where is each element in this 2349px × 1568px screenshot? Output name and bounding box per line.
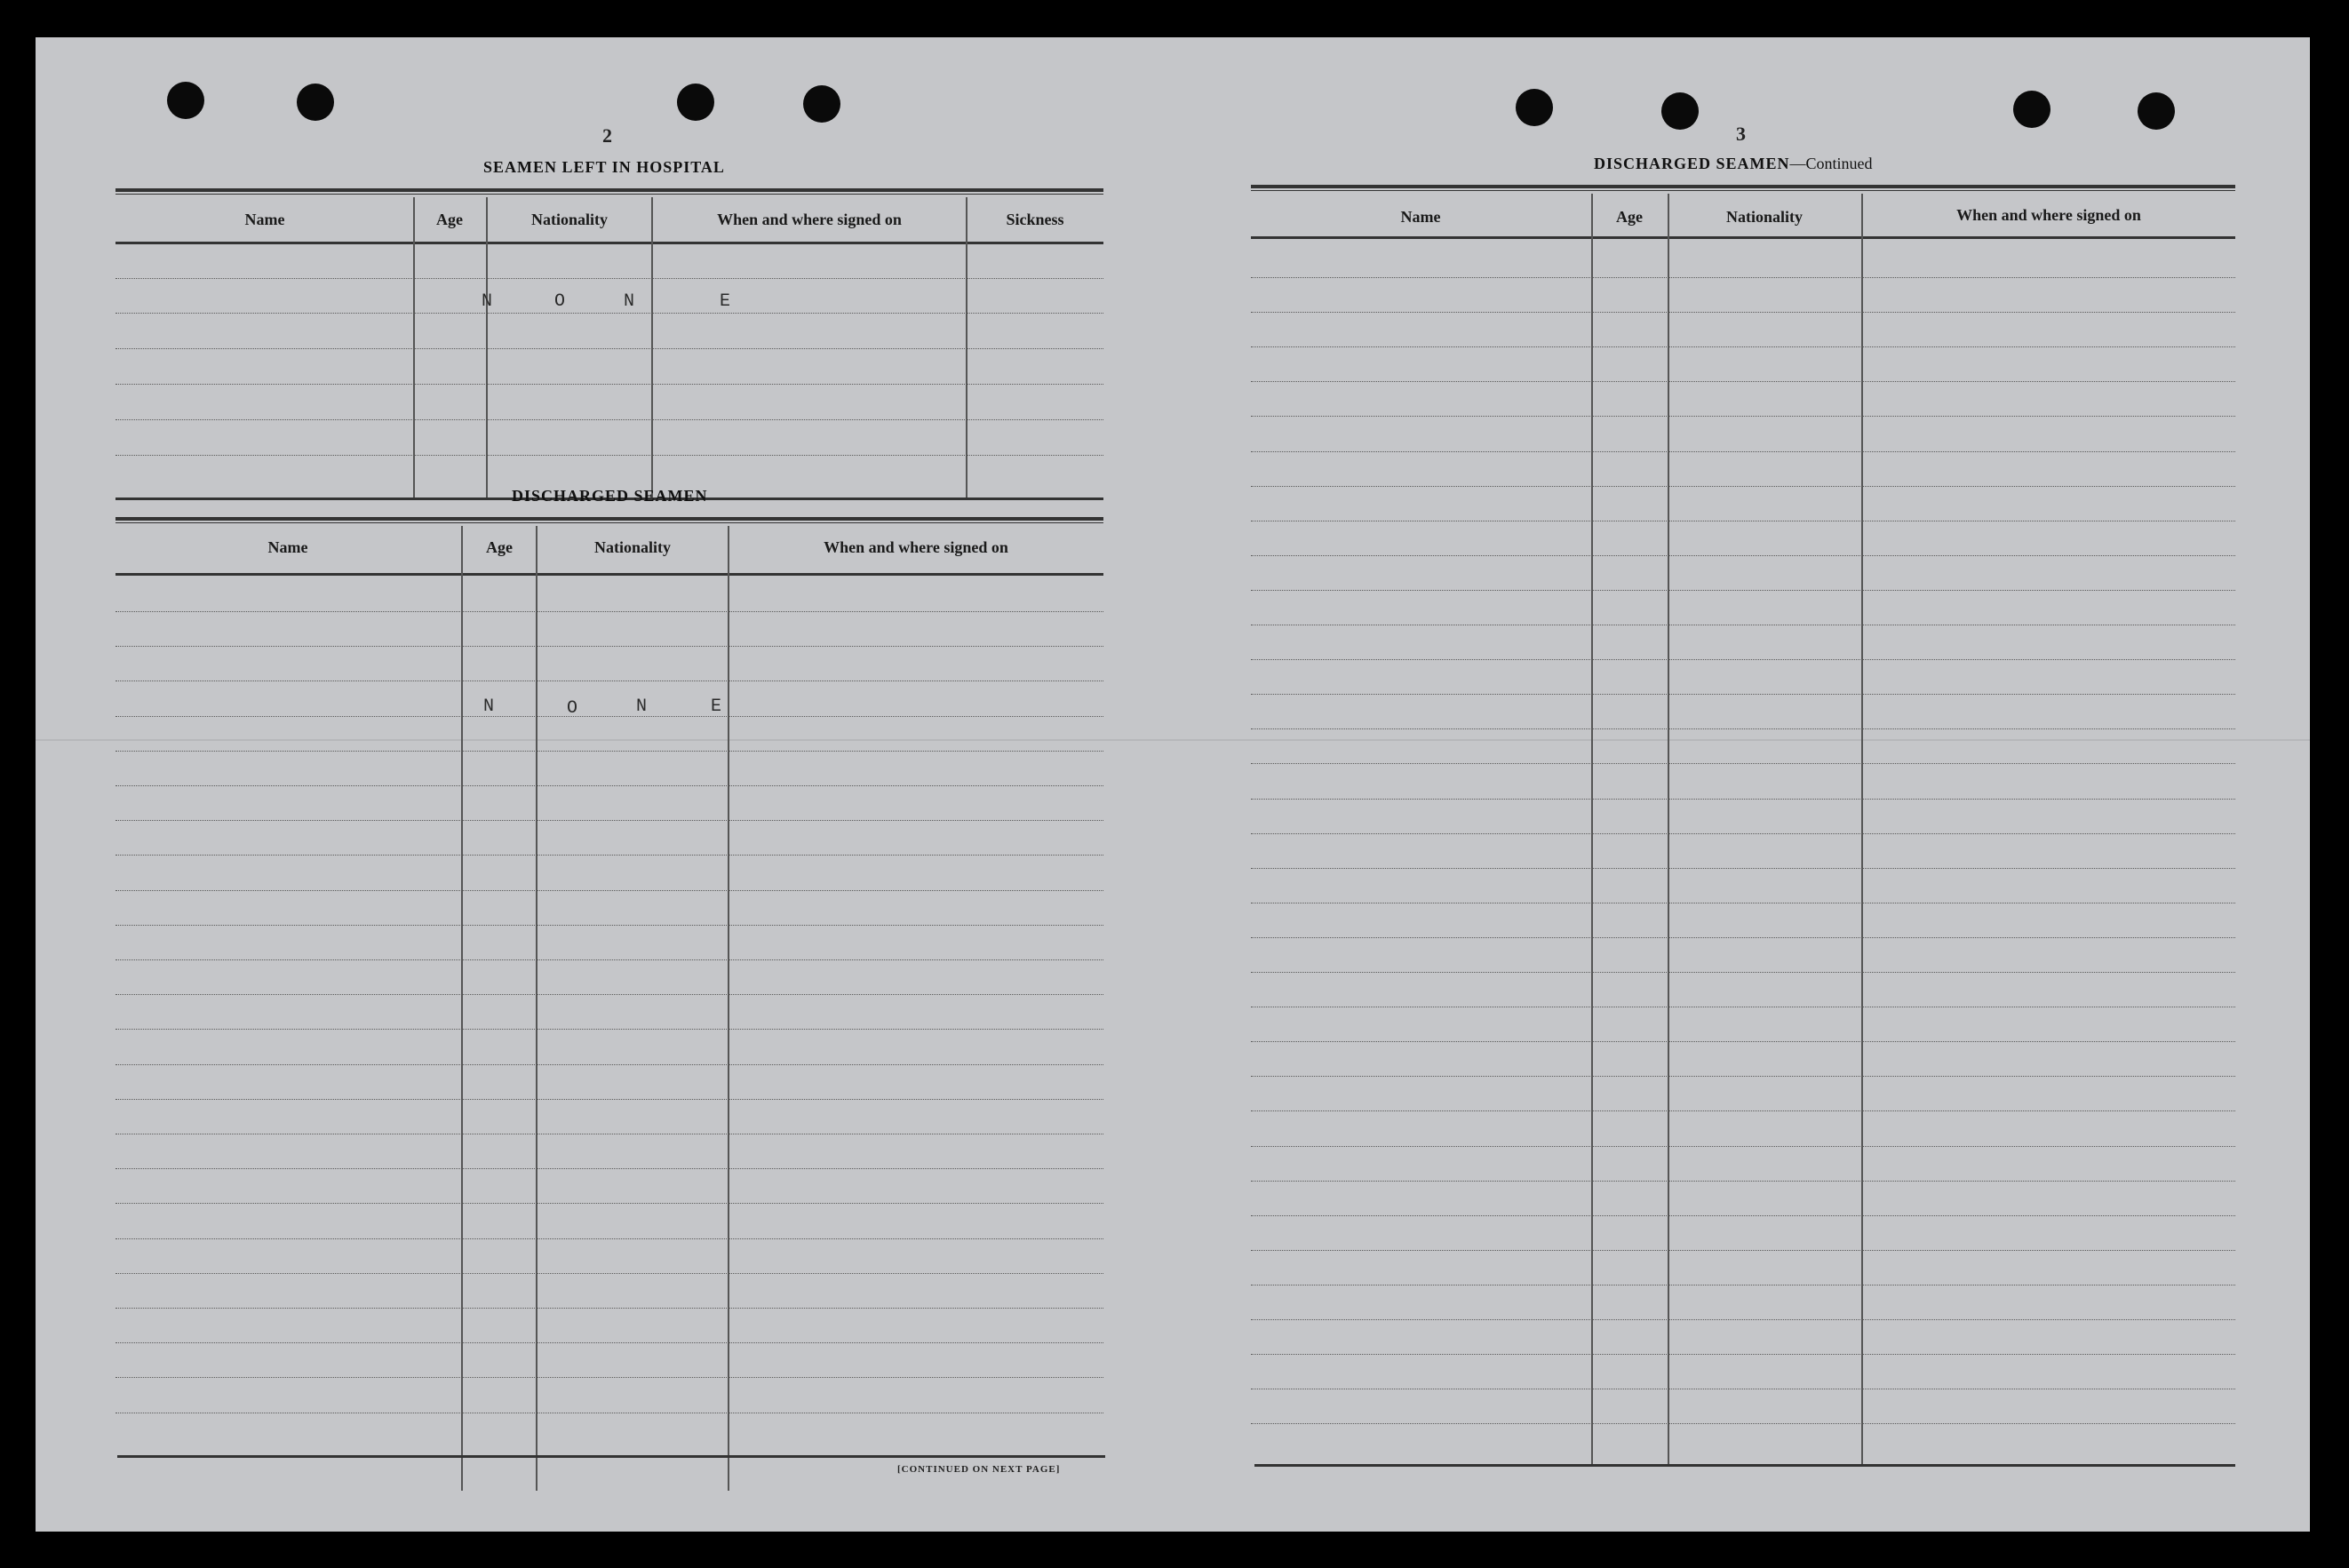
ruled-line (115, 820, 1103, 821)
ruled-line (115, 646, 1103, 647)
ruled-line (1251, 694, 2235, 695)
column-header-nationality: Nationality (593, 538, 671, 556)
column-header-when-where: When and where signed on (1956, 206, 2141, 224)
ruled-line (1251, 763, 2235, 764)
discharged-continued-title (1594, 155, 1873, 173)
ruled-line (115, 1064, 1103, 1065)
column-header-when-where: When and where signed on (824, 538, 1008, 556)
ruled-line (1251, 1076, 2235, 1077)
typed-letter: N (636, 696, 648, 717)
page-number: 3 (1736, 123, 1746, 145)
ruled-line (1251, 972, 2235, 973)
column-header-age: Age (1616, 208, 1643, 226)
ruled-line (1251, 1354, 2235, 1355)
title-suffix: —Continued (1789, 155, 1873, 172)
typed-letter: O (567, 698, 578, 719)
ruled-line (1251, 1181, 2235, 1182)
column-header-age: Age (486, 538, 513, 556)
punch-hole (167, 82, 204, 119)
fold-crease (36, 739, 2310, 741)
ruled-line (115, 1273, 1103, 1274)
column-header-sickness: Sickness (1006, 211, 1064, 228)
column-header-name: Name (1400, 208, 1441, 226)
ruled-line (1251, 277, 2235, 278)
ruled-line (1251, 416, 2235, 417)
ruled-line (1251, 659, 2235, 660)
ruled-line (115, 1168, 1103, 1169)
ruled-line (1251, 381, 2235, 382)
punch-hole (1516, 89, 1553, 126)
ruled-line (1251, 937, 2235, 938)
typed-letter: N (624, 291, 635, 312)
ruled-line (115, 611, 1103, 612)
ruled-line (115, 1203, 1103, 1204)
punch-hole (2138, 92, 2175, 130)
ruled-line (1251, 1215, 2235, 1216)
ruled-line (1251, 728, 2235, 729)
column-header-nationality: Nationality (530, 211, 608, 228)
typed-letter: N (482, 291, 493, 312)
ruled-line (1251, 1041, 2235, 1042)
ruled-line (1251, 1319, 2235, 1320)
ruled-line (1251, 833, 2235, 834)
ruled-line (115, 751, 1103, 752)
ruled-line (115, 925, 1103, 926)
ruled-line (1251, 868, 2235, 869)
ledger-sheet (36, 37, 2310, 1532)
ruled-line (1251, 1146, 2235, 1147)
typed-letter: E (711, 696, 722, 717)
ruled-line (1251, 451, 2235, 452)
punch-hole (677, 84, 714, 121)
ruled-line (115, 1308, 1103, 1309)
ruled-line (1251, 799, 2235, 800)
ruled-line (115, 785, 1103, 786)
ruled-line (115, 1377, 1103, 1378)
page-number: 2 (602, 124, 612, 147)
punch-hole (2013, 91, 2050, 128)
ruled-line (115, 1238, 1103, 1239)
discharged-section-title: DISCHARGED SEAMEN (512, 487, 708, 505)
hospital-section-title: SEAMEN LEFT IN HOSPITAL (483, 158, 725, 176)
ruled-line (115, 1342, 1103, 1343)
ruled-line (1251, 590, 2235, 591)
punch-hole (1661, 92, 1699, 130)
column-header-name: Name (244, 211, 285, 228)
typed-letter: N (483, 696, 495, 717)
ruled-line (115, 994, 1103, 995)
ruled-line (1251, 346, 2235, 347)
column-header-age: Age (436, 211, 463, 228)
ruled-line (115, 959, 1103, 960)
ruled-line (1251, 1110, 2235, 1111)
ruled-line (1251, 555, 2235, 556)
ruled-line (115, 716, 1103, 717)
continued-note: [CONTINUED ON NEXT PAGE] (897, 1464, 1061, 1475)
ruled-line (115, 855, 1103, 856)
ruled-line (1251, 1423, 2235, 1424)
column-header-nationality: Nationality (1725, 208, 1803, 226)
ruled-line (1251, 1250, 2235, 1251)
ruled-line (115, 1029, 1103, 1030)
ruled-line (1251, 486, 2235, 487)
ruled-line (115, 1099, 1103, 1100)
punch-hole (803, 85, 840, 123)
column-header-name: Name (267, 538, 308, 556)
ruled-line (115, 890, 1103, 891)
punch-hole (297, 84, 334, 121)
typed-letter: O (554, 291, 566, 312)
ruled-line (1251, 312, 2235, 313)
typed-letter: E (720, 291, 731, 312)
title-main: DISCHARGED SEAMEN (1594, 155, 1790, 172)
column-header-when-where: When and where signed on (717, 211, 902, 228)
